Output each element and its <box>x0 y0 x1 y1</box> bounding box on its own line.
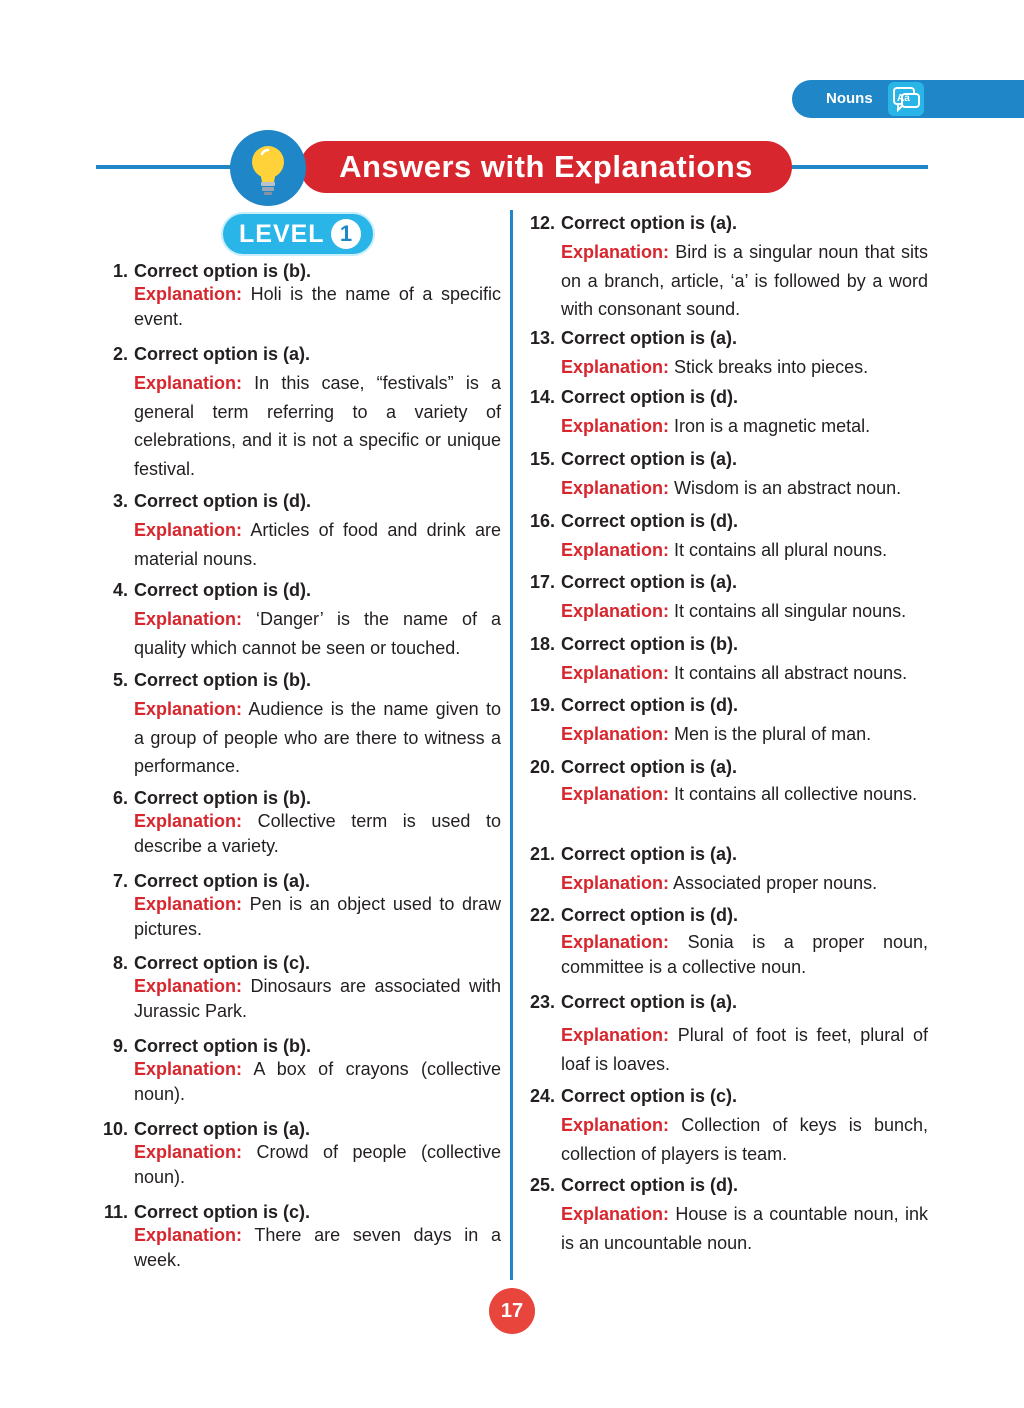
answer-text: Correct option is (c). <box>134 953 311 973</box>
chapter-title: Nouns <box>826 90 873 107</box>
explanation-text: Iron is a magnetic metal. <box>674 416 871 436</box>
explanation-label: Explanation: <box>561 478 670 498</box>
answer-number: 6. <box>112 788 128 808</box>
level-badge <box>221 212 375 256</box>
answer-number: 19. <box>529 695 555 715</box>
answer-item-5 <box>112 670 501 781</box>
answer-item-12 <box>529 213 928 324</box>
explanation-label: Explanation: <box>561 784 670 804</box>
explanation-label: Explanation: <box>134 976 243 996</box>
explanation-text: There are seven days in a week. <box>134 1225 501 1270</box>
answer-item-23 <box>529 992 928 1078</box>
header-banner <box>300 141 792 193</box>
answer-number: 21. <box>529 844 555 864</box>
light-bulb-icon <box>230 130 306 206</box>
answer-item-2 <box>112 344 501 483</box>
answer-item-24 <box>529 1086 928 1168</box>
answer-number: 1. <box>112 261 128 281</box>
explanation-text: Plural of foot is feet, plural of loaf is loaves. <box>561 1025 928 1074</box>
chapter-tab <box>792 80 1024 118</box>
answer-text: Correct option is (a). <box>561 572 738 592</box>
explanation-label: Explanation: <box>134 1059 243 1079</box>
answer-text: Correct option is (b). <box>134 1036 311 1056</box>
answer-item-22 <box>529 905 928 980</box>
explanation-label: Explanation: <box>561 242 670 262</box>
answer-number: 14. <box>529 387 555 407</box>
answer-item-15 <box>529 449 928 503</box>
answer-item-20 <box>529 757 928 807</box>
explanation-label: Explanation: <box>561 540 670 560</box>
answer-number: 24. <box>529 1086 555 1106</box>
explanation-text: Associated proper nouns. <box>673 873 878 893</box>
answer-text: Correct option is (c). <box>561 1086 738 1106</box>
explanation-label: Explanation: <box>561 1115 670 1135</box>
explanation-text: It contains all abstract nouns. <box>674 663 908 683</box>
explanation-label: Explanation: <box>561 357 670 377</box>
explanation-text: In this case, “festivals” is a general term referring to a variety of celebrations, and it is not a specific or unique festival. <box>134 373 501 479</box>
explanation-text: Holi is the name of a specific event. <box>134 284 501 329</box>
explanation-text: Wisdom is an abstract noun. <box>674 478 902 498</box>
answer-text: Correct option is (a). <box>134 344 311 364</box>
answer-text: Correct option is (d). <box>134 491 311 511</box>
answer-number: 25. <box>529 1175 555 1195</box>
answer-number: 22. <box>529 905 555 925</box>
explanation-label: Explanation: <box>561 416 670 436</box>
explanation-text: It contains all plural nouns. <box>674 540 888 560</box>
answer-item-17 <box>529 572 928 626</box>
answer-number: 16. <box>529 511 555 531</box>
answer-text: Correct option is (d). <box>561 1175 738 1195</box>
answer-item-9 <box>112 1036 501 1107</box>
explanation-text: Collective term is used to describe a variety. <box>134 811 501 856</box>
answer-item-10 <box>102 1119 501 1190</box>
column-divider <box>510 210 513 1280</box>
answer-number: 5. <box>112 670 128 690</box>
answer-text: Correct option is (c). <box>134 1202 311 1222</box>
answer-item-25 <box>529 1175 928 1257</box>
explanation-label: Explanation: <box>134 1142 243 1162</box>
answer-item-19 <box>529 695 928 749</box>
answer-text: Correct option is (a). <box>561 992 738 1012</box>
explanation-text: Men is the plural of man. <box>674 724 872 744</box>
explanation-label: Explanation: <box>561 873 670 893</box>
explanation-text: Crowd of people (collective noun). <box>134 1142 501 1187</box>
answer-number: 20. <box>529 757 555 777</box>
answer-number: 17. <box>529 572 555 592</box>
answer-text: Correct option is (d). <box>561 695 738 715</box>
explanation-label: Explanation: <box>134 699 243 719</box>
answer-item-16 <box>529 511 928 565</box>
answer-item-7 <box>112 871 501 942</box>
explanation-text: House is a countable noun, ink is an uncountable noun. <box>561 1204 928 1253</box>
answer-item-14 <box>529 387 928 441</box>
explanation-label: Explanation: <box>561 1204 670 1224</box>
explanation-text: Sonia is a proper noun, committee is a collective noun. <box>561 932 928 977</box>
answer-text: Correct option is (d). <box>561 511 738 531</box>
explanation-text: Pen is an object used to draw pictures. <box>134 894 501 939</box>
answer-text: Correct option is (b). <box>134 670 311 690</box>
explanation-label: Explanation: <box>134 894 243 914</box>
answer-text: Correct option is (a). <box>561 449 738 469</box>
page-number: 17 <box>489 1288 535 1334</box>
answer-text: Correct option is (b). <box>134 788 311 808</box>
answer-item-13 <box>529 328 928 382</box>
answer-text: Correct option is (a). <box>561 757 738 777</box>
answer-item-3 <box>112 491 502 573</box>
explanation-label: Explanation: <box>561 724 670 744</box>
answer-text: Correct option is (d). <box>561 905 738 925</box>
answer-text: Correct option is (d). <box>134 580 311 600</box>
explanation-label: Explanation: <box>134 811 243 831</box>
answer-number: 15. <box>529 449 555 469</box>
explanation-text: Collection of keys is bunch, collection of players is team. <box>561 1115 928 1164</box>
answer-text: Correct option is (b). <box>134 261 311 281</box>
explanation-label: Explanation: <box>134 609 243 629</box>
answer-number: 8. <box>112 953 128 973</box>
answer-number: 13. <box>529 328 555 348</box>
answer-text: Correct option is (b). <box>561 634 738 654</box>
level-label: LEVEL <box>239 220 325 248</box>
explanation-label: Explanation: <box>561 1025 670 1045</box>
explanation-text: Bird is a singular noun that sits on a branch, article, ‘a’ is followed by a word with consonant sound. <box>561 242 928 319</box>
answer-number: 18. <box>529 634 555 654</box>
answer-number: 11. <box>103 1202 128 1222</box>
explanation-label: Explanation: <box>134 520 243 540</box>
answer-number: 2. <box>112 344 128 364</box>
answer-item-21 <box>529 844 928 898</box>
answer-number: 4. <box>112 580 128 600</box>
explanation-label: Explanation: <box>561 932 670 952</box>
page-title: Answers with Explanations <box>339 149 753 184</box>
answer-text: Correct option is (a). <box>561 328 738 348</box>
answer-number: 7. <box>112 871 128 891</box>
explanation-text: Dinosaurs are associated with Jurassic Park. <box>134 976 501 1021</box>
answer-item-8 <box>112 953 501 1024</box>
explanation-text: Stick breaks into pieces. <box>674 357 869 377</box>
explanation-text: A box of crayons (collective noun). <box>134 1059 501 1104</box>
answer-item-1 <box>112 261 501 332</box>
answer-number: 12. <box>529 213 555 233</box>
answer-text: Correct option is (a). <box>561 844 738 864</box>
explanation-label: Explanation: <box>134 373 243 393</box>
answer-number: 3. <box>112 491 128 511</box>
answer-number: 10. <box>102 1119 128 1139</box>
answer-text: Correct option is (a). <box>134 1119 311 1139</box>
speech-bubble-icon-text: Aa <box>897 93 910 104</box>
explanation-text: ‘Danger’ is the name of a quality which cannot be seen or touched. <box>134 609 501 658</box>
answer-text: Correct option is (d). <box>561 387 738 407</box>
explanation-label: Explanation: <box>561 663 670 683</box>
answer-item-11 <box>103 1202 501 1273</box>
answer-number: 9. <box>112 1036 128 1056</box>
explanation-text: It contains all collective nouns. <box>674 784 918 804</box>
explanation-label: Explanation: <box>134 284 243 304</box>
answer-text: Correct option is (a). <box>561 213 738 233</box>
answer-item-4 <box>112 580 501 662</box>
answer-item-6 <box>112 788 501 859</box>
answer-number: 23. <box>529 992 555 1012</box>
explanation-label: Explanation: <box>561 601 670 621</box>
explanation-text: Articles of food and drink are material nouns. <box>134 520 502 569</box>
explanation-label: Explanation: <box>134 1225 243 1245</box>
explanation-text: Audience is the name given to a group of people who are there to witness a performance. <box>134 699 501 776</box>
explanation-text: It contains all singular nouns. <box>674 601 907 621</box>
speech-bubble-icon <box>888 82 924 116</box>
answer-item-18 <box>529 634 928 688</box>
level-number: 1 <box>331 219 361 249</box>
answer-text: Correct option is (a). <box>134 871 311 891</box>
